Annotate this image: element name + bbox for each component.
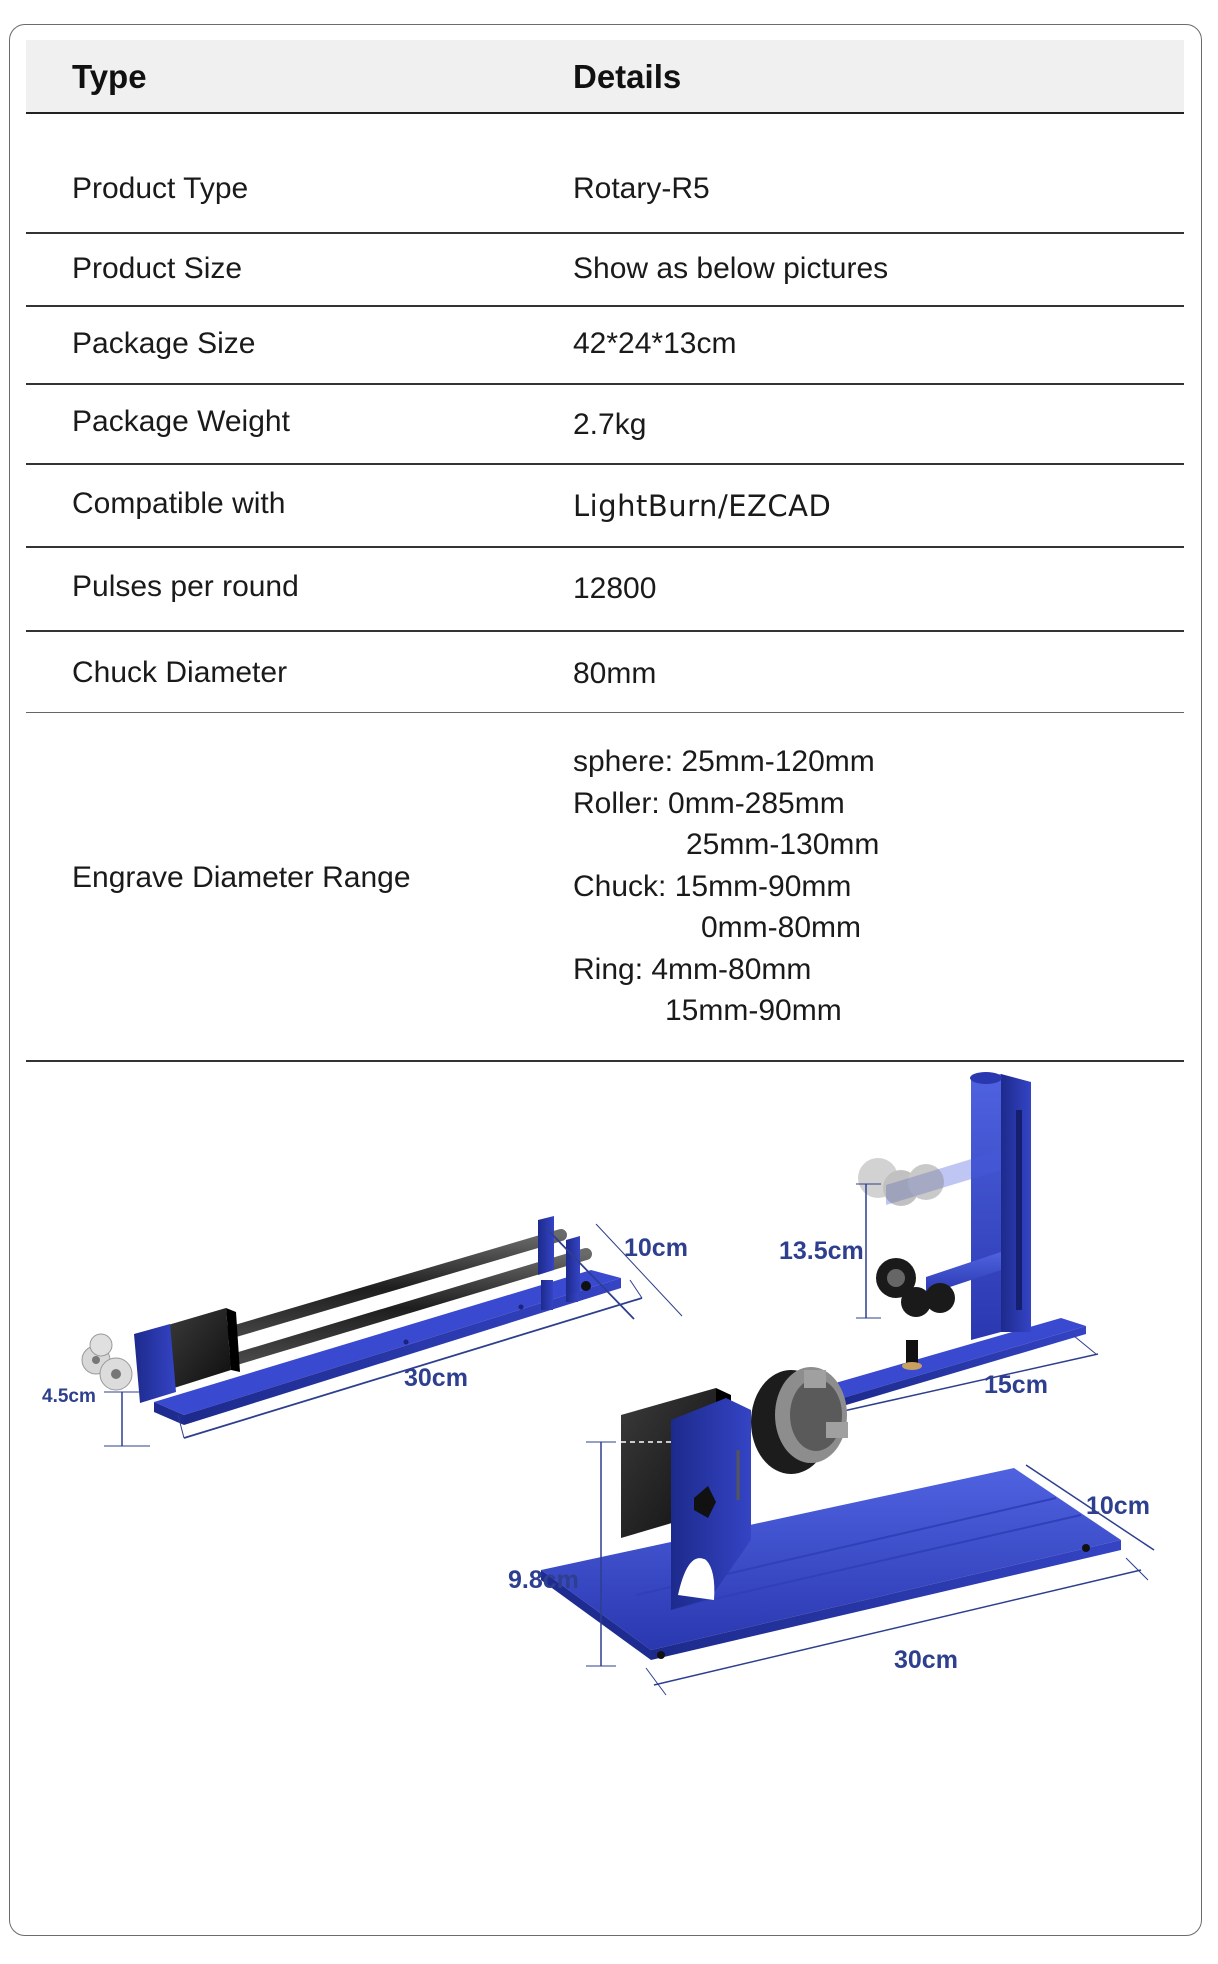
row-value: 80mm [573,657,657,690]
range-line: sphere: 25mm-120mm [573,745,875,778]
table-header [26,40,1184,114]
row-label: Chuck Diameter [72,656,288,689]
row-label: Package Size [72,327,256,360]
roller-length-label: 30cm [404,1364,468,1392]
row-label: Engrave Diameter Range [72,861,411,894]
spec-table [26,40,1184,1062]
product-dimension-figure [26,1070,1184,1930]
header-details: Details [573,58,682,95]
range-line: Ring: 4mm-80mm [573,952,812,986]
header-type: Type [72,58,147,95]
table-row [26,548,1184,632]
ring-width-label: 15cm [984,1371,1048,1399]
range-line: 0mm-80mm [701,911,862,944]
row-value: 2.7kg [573,408,647,441]
chuck-height-label: 9.8cm [508,1566,579,1594]
roller-rotary-illustration [42,1216,688,1446]
chuck-width-label: 10cm [1086,1492,1150,1520]
row-value: 12800 [573,572,657,605]
chuck-rotary-illustration [508,1367,1154,1695]
range-line: 15mm-90mm [665,994,842,1027]
range-line: 25mm-130mm [686,828,880,861]
range-line: Roller: 0mm-285mm [573,786,845,820]
row-label: Pulses per round [72,570,299,603]
table-row [26,234,1184,307]
table-row [26,632,1184,713]
chuck-length-label: 30cm [894,1646,958,1674]
roller-width-label: 10cm [624,1234,688,1262]
row-label: Product Type [72,172,249,205]
table-row [26,307,1184,385]
row-value: 42*24*13cm [573,327,737,360]
row-value: Rotary-R5 [573,172,710,205]
table-row [26,465,1184,548]
table-row [26,385,1184,465]
row-label: Package Weight [72,405,290,438]
row-value: Show as below pictures [573,252,889,285]
table-row [26,114,1184,234]
diameter-range-list [573,741,879,1032]
table-row [26,713,1184,1062]
row-label: Compatible with [72,487,286,520]
row-label: Product Size [72,252,243,285]
row-value: LightBurn/EZCAD [573,489,832,523]
range-line: Chuck: 15mm-90mm [573,869,852,903]
roller-height-label: 4.5cm [42,1386,96,1407]
ring-height-label: 13.5cm [779,1237,864,1265]
